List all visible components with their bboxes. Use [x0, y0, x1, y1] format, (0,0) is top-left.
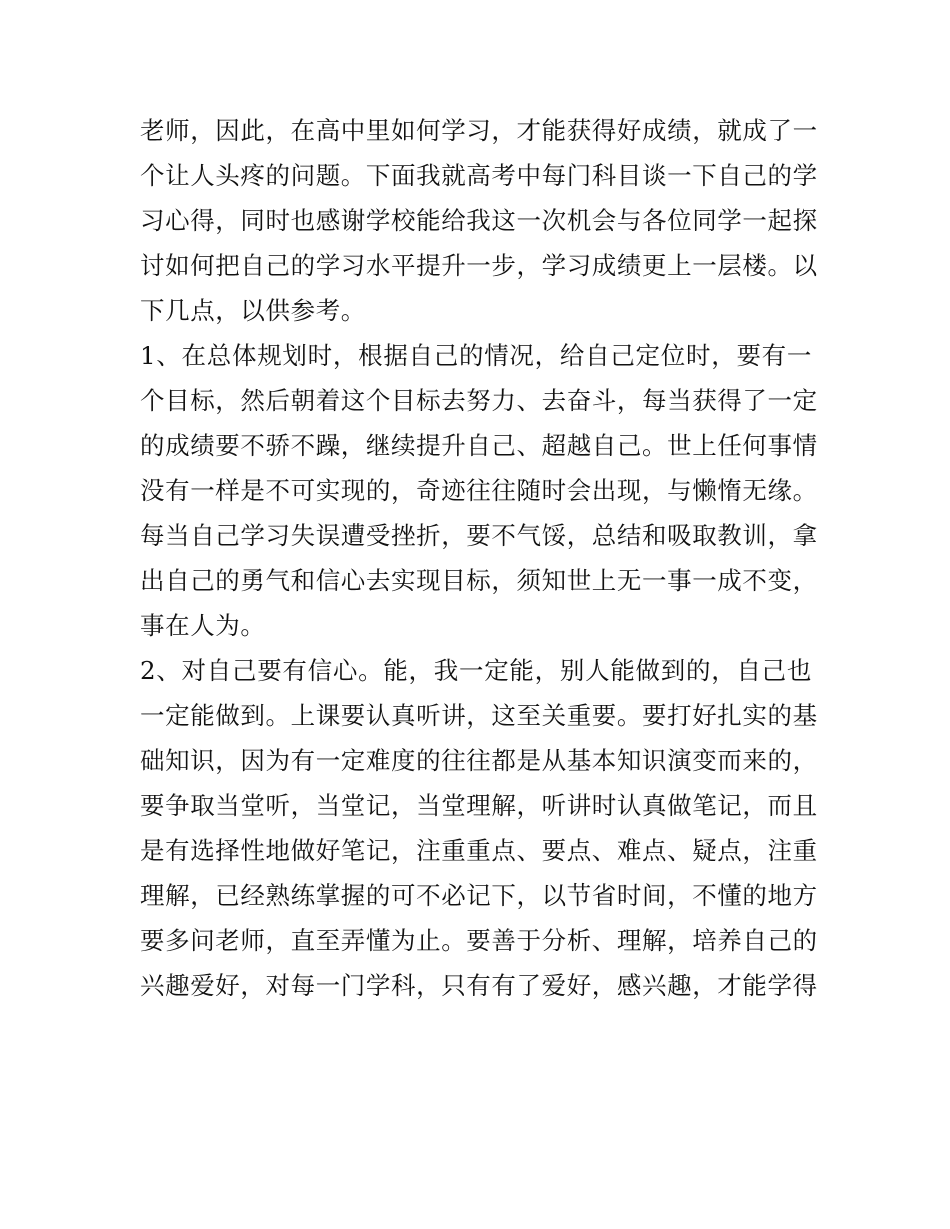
- text-line: 一定能做到。上课要认真听讲，这至关重要。要打好扎实的基: [140, 701, 818, 730]
- text-line: 要争取当堂听，当堂记，当堂理解，听讲时认真做笔记，而且: [140, 791, 818, 820]
- text-line: 事在人为。: [140, 611, 266, 640]
- paragraph: [140, 648, 818, 1008]
- text-line: 出自己的勇气和信心去实现目标，须知世上无一事一成不变，: [140, 566, 818, 595]
- text-line: 1、在总体规划时，根据自己的情况，给自己定位时，要有一: [140, 341, 812, 370]
- paragraph: [140, 333, 818, 648]
- text-line: 习心得，同时也感谢学校能给我这一次机会与各位同学一起探: [140, 206, 818, 235]
- text-line: 每当自己学习失误遭受挫折，要不气馁，总结和吸取教训，拿: [140, 521, 818, 550]
- text-line: 讨如何把自己的学习水平提升一步，学习成绩更上一层楼。以: [140, 251, 818, 280]
- text-line: 是有选择性地做好笔记，注重重点、要点、难点、疑点，注重: [140, 836, 818, 865]
- text-line: 兴趣爱好，对每一门学科，只有有了爱好，感兴趣，才能学得: [140, 971, 818, 1000]
- text-line: 2、对自己要有信心。能，我一定能，别人能做到的，自己也: [140, 656, 812, 685]
- text-line: 理解，已经熟练掌握的可不必记下，以节省时间，不懂的地方: [140, 881, 818, 910]
- text-line: 个让人头疼的问题。下面我就高考中每门科目谈一下自己的学: [140, 161, 818, 190]
- text-line: 下几点，以供参考。: [140, 296, 366, 325]
- paragraph: [140, 108, 818, 333]
- text-line: 础知识，因为有一定难度的往往都是从基本知识演变而来的，: [140, 746, 818, 775]
- text-line: 的成绩要不骄不躁，继续提升自己、超越自己。世上任何事情: [140, 431, 818, 460]
- text-line: 老师，因此，在高中里如何学习，才能获得好成绩，就成了一: [140, 116, 818, 145]
- text-line: 个目标，然后朝着这个目标去努力、去奋斗，每当获得了一定: [140, 386, 818, 415]
- body-text: [140, 108, 818, 1008]
- text-line: 没有一样是不可实现的，奇迹往往随时会出现，与懒惰无缘。: [140, 476, 818, 505]
- text-line: 要多问老师，直至弄懂为止。要善于分析、理解，培养自己的: [140, 926, 818, 955]
